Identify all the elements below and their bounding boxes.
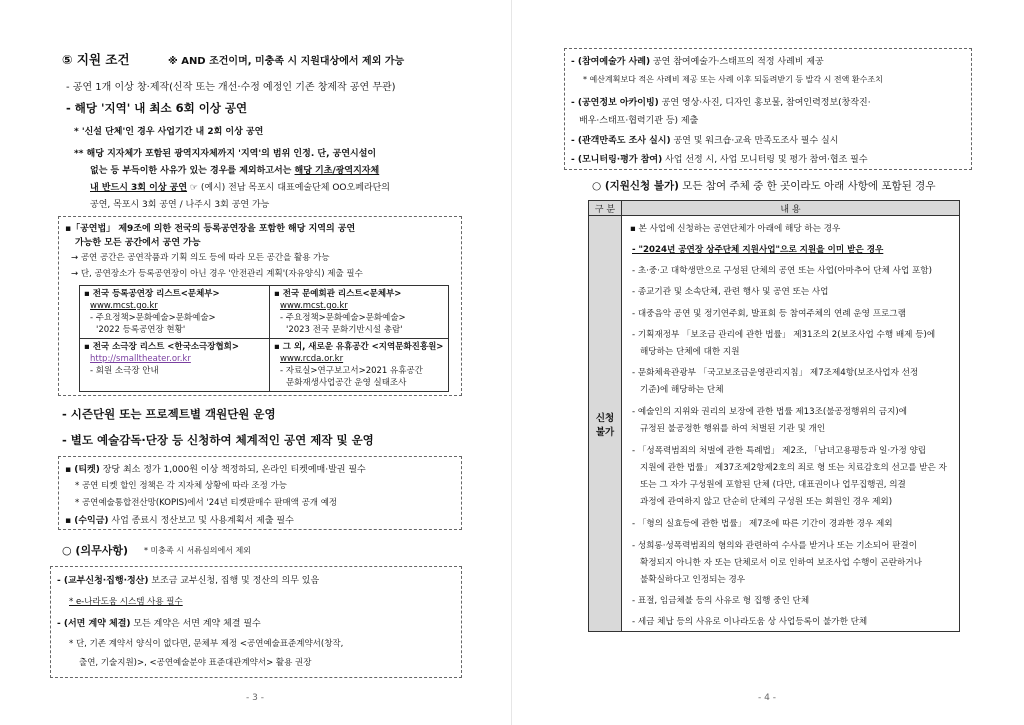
venue-cell-3-title: ▪ 전국 소극장 리스트 <한국소극장협회> — [84, 342, 240, 352]
table-row: - 기획재정부 「보조금 관리에 관한 법률」 제31조의 2(보조사업 수행 배제 등)에 — [632, 330, 936, 340]
table-row: - 표절, 임금체불 등의 사유로 형 집행 중인 단체 — [632, 596, 810, 606]
venue-cell-1-title: ▪ 전국 등록공연장 리스트<문체부> — [84, 289, 220, 299]
condition-note-2d: 공연, 목포시 3회 공연 / 나주시 3회 공연 가능 — [90, 200, 270, 210]
table-row: - 초·중·고 대학생만으로 구성된 단체의 공연 또는 사업(아마추어 단체 사업 포함) — [632, 266, 932, 276]
condition-note-1: * '신설 단체'인 경우 사업기간 내 2회 이상 공연 — [74, 127, 264, 137]
obligation-line-3: - (공연정보 아카이빙) 공연 영상·사진, 디자인 홍보물, 참여인력정보(창작진· — [571, 98, 871, 108]
page-number-4: - 4 - — [758, 693, 776, 703]
table-row: 또는 그 자가 구성원에 포함된 단체 (다만, 대표권이나 업무집행권, 의결 — [640, 480, 906, 490]
ticket-line-4: ▪ (수익금) 사업 종료시 정산보고 및 사용계획서 제출 필수 — [65, 516, 294, 526]
table-row: ▪ 본 사업에 신청하는 공연단체가 아래에 해당 하는 경우 — [630, 224, 841, 234]
obligation-box — [564, 48, 972, 170]
duty-line-3: - (서면 계약 체결) 모든 계약은 서면 계약 체결 필수 — [57, 619, 261, 629]
table-row: 해당하는 단체에 대한 지원 — [640, 347, 740, 357]
venue-line-1: ▪「공연법」 제9조에 의한 전국의 등록공연장을 포함한 해당 지역의 공연 — [65, 224, 356, 234]
venue-cell-1 — [80, 286, 270, 339]
table-row: - 대중음악 공연 및 정기연주회, 발표회 등 참여주체의 연례 운영 프로그램 — [632, 309, 906, 319]
ticket-line-1: ▪ (티켓) 장당 최소 정가 1,000원 이상 책정하되, 온라인 티켓예매·발권 필수 — [65, 465, 366, 475]
duty-line-1: - (교부신청·집행·정산) 보조금 교부신청, 집행 및 정산의 의무 있음 — [57, 576, 320, 586]
venue-cell-2 — [270, 286, 449, 339]
venue-cell-4-title: ▪ 그 외, 새로운 유휴공간 <지역문화진흥원> — [274, 342, 444, 352]
obligation-line-1: - (참여예술가 사례) 공연 참여예술가·스태프의 적정 사례비 제공 — [571, 57, 824, 67]
table-row: - 「성폭력범죄의 처벌에 관한 특례법」 제2조, 「남녀고용평등과 일·가정 양립 — [632, 446, 927, 456]
venue-line-2: 가능한 모든 공간에서 공연 가능 — [75, 238, 201, 248]
condition-item-1: - 공연 1개 이상 창·제작(신작 또는 개선·수정 예정인 기존 창제작 공연 무관) — [66, 82, 396, 93]
venue-list-table — [79, 285, 449, 392]
page-number-3: - 3 - — [246, 693, 264, 703]
venue-box — [58, 216, 462, 396]
page-4 — [512, 0, 1024, 725]
duty-line-2: * e-나라도움 시스템 사용 필수 — [69, 597, 183, 607]
venue-line-3: → 공연 공간은 공연작품과 기획 의도 등에 따라 모든 공간을 활용 가능 — [71, 253, 330, 263]
section-note: ※ AND 조건이며, 미충족 시 지원대상에서 제외 가능 — [168, 56, 405, 67]
obligation-line-5: - (관객만족도 조사 실시) 공연 및 워크숍·교육 만족도조사 필수 실시 — [571, 136, 839, 146]
table-row: 불확실하다고 인정되는 경우 — [640, 575, 746, 585]
condition-note-2c: 내 반드시 3회 이상 공연 ☞ (예시) 전남 목포시 대표예술단체 OO오페라단의 — [90, 183, 390, 193]
duty-line-5: 출연, 기술지원)>, <공연예술분야 표준대관계약서> 활용 권장 — [79, 658, 312, 668]
duty-line-4: * 단, 기존 계약서 양식이 없다면, 문체부 제정 <공연예술표준계약서(창작, — [69, 639, 344, 649]
venue-cell-4-link[interactable]: www.rcda.or.kr — [280, 354, 344, 364]
table-row: 지원에 관한 법률」 제37조제2항제2호의 죄로 형 또는 치료감호의 선고를 받은 자 — [640, 463, 947, 473]
table-content-cell — [622, 216, 960, 632]
venue-cell-2-title: ▪ 전국 문예회관 리스트<문체부> — [274, 289, 402, 299]
table-header-content: 내 용 — [622, 201, 960, 216]
venue-cell-1-link[interactable]: www.mcst.go.kr — [90, 301, 158, 311]
restriction-heading: ○ (지원신청 불가) 모든 참여 주체 중 한 곳이라도 아래 사항에 포함된 경우 — [592, 180, 936, 192]
venue-cell-3-link[interactable]: http://smalltheater.or.kr — [90, 354, 191, 364]
table-row: 확정되지 아니한 자 또는 단체로서 이로 인하여 보조사업 수행이 곤란하거나 — [640, 558, 922, 568]
venue-cell-4-desc: 문화재생사업공간 운영 실태조사 — [286, 378, 407, 388]
table-row: - "2024년 공연장 상주단체 지원사업"으로 지원을 이미 받은 경우 — [632, 245, 884, 255]
condition-item-3: - 시즌단원 또는 프로젝트별 객원단원 운영 — [62, 407, 276, 421]
ticket-box — [58, 456, 462, 530]
venue-cell-2-path: - 주요정책>문화예술>문화예술> — [280, 313, 406, 323]
venue-cell-2-link[interactable]: www.mcst.go.kr — [280, 301, 348, 311]
table-row: 기준)에 해당하는 단체 — [640, 385, 724, 395]
venue-cell-1-desc: '2022 등록공연장 현황' — [96, 325, 186, 335]
table-row: - 「형의 실효등에 관한 법률」 제7조에 따른 기간이 경과한 경우 제외 — [632, 519, 893, 529]
table-row: - 종교기관 및 소속단체, 관련 행사 및 공연 또는 사업 — [632, 287, 829, 297]
condition-note-2: ** 해당 지자체가 포함된 광역지자체까지 '지역'의 범위 인정. 단, 공연시설이 — [74, 149, 377, 159]
venue-cell-2-desc: '2023 전국 문화기반시설 총람' — [286, 325, 403, 335]
table-header-category: 구 분 — [589, 201, 622, 216]
venue-cell-1-path: - 주요정책>문화예술>문화예술> — [90, 313, 216, 323]
ticket-line-3: * 공연예술통합전산망(KOPIS)에서 '24년 티켓판매수 판매액 공개 예정 — [75, 498, 338, 508]
venue-cell-4-path: - 자료실>연구보고서>2021 유휴공간 — [280, 366, 423, 376]
duty-box — [50, 566, 462, 678]
table-row: 규정된 불공정한 행위를 하여 처벌된 기관 및 개인 — [640, 424, 826, 434]
obligation-line-6: - (모니터링·평가 참여) 사업 선정 시, 사업 모니터링 및 평가 참여·협조 필수 — [571, 155, 868, 165]
table-row: - 성희롱·성폭력범죄의 혐의와 관련하여 수사를 받거나 또는 기소되어 판결이 — [632, 541, 918, 551]
table-row: 과정에 관여하지 않고 단순히 단체의 구성원 또는 회원인 경우 제외) — [640, 497, 893, 507]
duty-note: * 미충족 시 서류심의에서 제외 — [144, 546, 251, 555]
venue-line-4: → 단, 공연장소가 등록공연장이 아닌 경우 '안전관리 계획'(자유양식) 제출 필수 — [71, 269, 363, 279]
duty-title: ○ (의무사항) — [62, 544, 128, 557]
condition-note-2b: 없는 등 부득이한 사유가 있는 경우를 제외하고서는 해당 기초/광역지자체 — [90, 166, 380, 176]
condition-item-4: - 별도 예술감독·단장 등 신청하여 체계적인 공연 제작 및 운영 — [62, 433, 374, 447]
section-title: ⑤ 지원 조건 — [62, 52, 130, 67]
obligation-line-2: * 예산계획보다 적은 사례비 제공 또는 사례 이후 되돌려받기 등 발각 시 전액 환수조치 — [583, 75, 883, 84]
ticket-line-2: * 공연 티켓 할인 정책은 각 지자체 상황에 따라 조정 가능 — [75, 481, 287, 491]
table-row: - 예술인의 지위와 권리의 보장에 관한 법률 제13조(불공정행위의 금지)에 — [632, 407, 908, 417]
restriction-table — [588, 200, 960, 632]
venue-cell-4 — [270, 339, 449, 392]
table-row: - 문화체육관광부 「국고보조금운영관리지침」 제7조제4항(보조사업자 선정 — [632, 368, 919, 378]
venue-cell-3-path: - 회원 소극장 안내 — [90, 366, 159, 376]
table-row: - 세금 체납 등의 사유로 이나라도움 상 사업등록이 불가한 단체 — [632, 617, 868, 627]
condition-item-2: - 해당 '지역' 내 최소 6회 이상 공연 — [66, 101, 248, 115]
venue-cell-3 — [80, 339, 270, 392]
table-category-cell: 신청 불가 — [589, 216, 622, 632]
obligation-line-4: 배우·스태프·협력기관 등) 제출 — [579, 116, 699, 126]
